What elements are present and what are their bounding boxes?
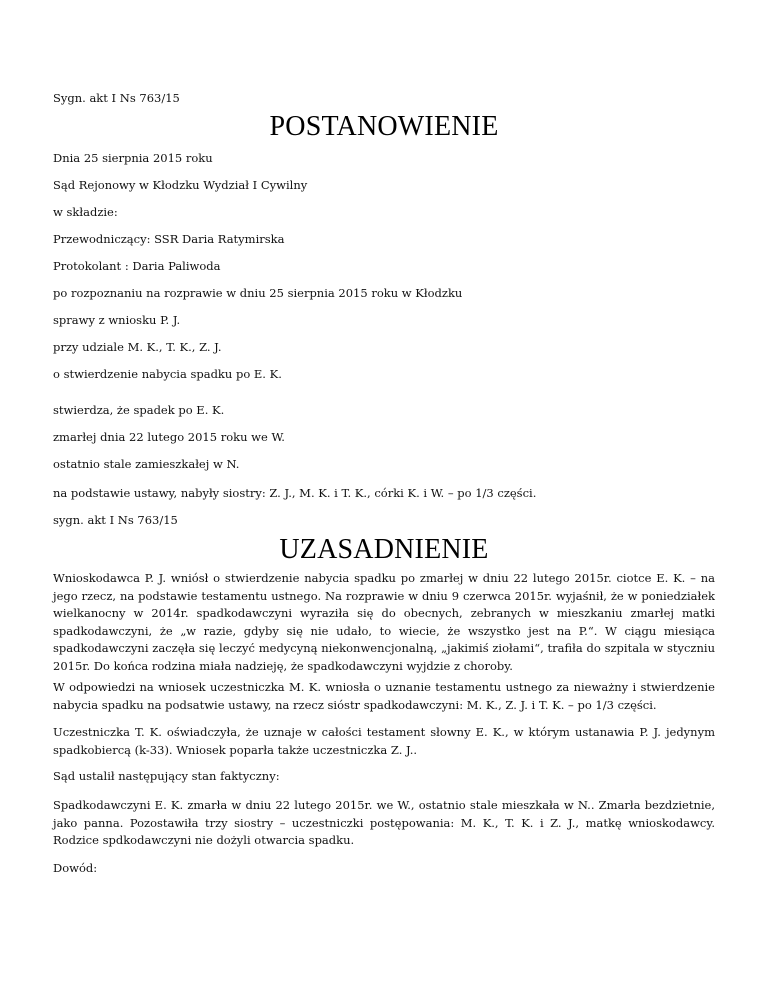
case-from-line: sprawy z wniosku P. J. bbox=[53, 313, 181, 327]
justification-paragraph: Uczestniczka T. K. oświadczyła, że uznaje w całości testament słowny E. K., w którym ustanawia P. J. jedynym spadkobiercą (k-33). Wniosek poparła także uczestniczka Z. J.. bbox=[53, 725, 715, 757]
evidence-label: Dowód: bbox=[53, 861, 98, 875]
justification-title: UZASADNIENIE bbox=[279, 534, 489, 565]
subject-line: o stwierdzenie nabycia spadku po E. K. bbox=[53, 367, 282, 381]
justification-paragraph: Spadkodawczyni E. K. zmarła w dniu 22 lutego 2015r. we W., ostatnio stale mieszkała w N.. Zmarła bezdzietnie, jako panna. Pozostawiła trzy siostry – uczestniczki postępowania: M. K., T. K. i Z. J., matkę wnioskodawcy. Rodzice spdkodawczyni nie dożyli otwarcia spadku. bbox=[53, 798, 715, 847]
participants-line: przy udziale M. K., T. K., Z. J. bbox=[53, 340, 222, 354]
justification-paragraph: W odpowiedzi na wniosek uczestniczka M. K. wniosła o uznanie testamentu ustnego za nieważny i stwierdzenie nabycia spadku na podsatwie ustawy, na rzecz sióstr spadkodawczyni: M. K., Z. J. i T. K. – po 1/3 części. bbox=[53, 680, 715, 712]
residence-line: ostatnio stale zamieszkałej w N. bbox=[53, 457, 240, 471]
chair-line: Przewodniczący: SSR Daria Ratymirska bbox=[53, 232, 285, 246]
court-name: Sąd Rejonowy w Kłodzku Wydział I Cywilny bbox=[53, 178, 308, 192]
case-signature-bottom: sygn. akt I Ns 763/15 bbox=[53, 513, 178, 527]
document-title: POSTANOWIENIE bbox=[269, 111, 499, 142]
composition-label: w składzie: bbox=[53, 205, 118, 219]
justification-paragraph: Wnioskodawca P. J. wniósł o stwierdzenie nabycia spadku po zmarłej w dniu 22 lutego 2015r. ciotce E. K. – na jego rzecz, na podstawie testamentu ustnego. Na rozprawie w dniu 9 czerwca 2015r. wyjaśnił, że w poniedziałek wielkanocny w 2014r. spadkodawczyni wyraziła się do obecnych, zebranych w mieszkaniu zmarłej matki spadkodawczyni, że „w razie, gdyby się nie udało, to wiecie, że wszystko jest na P.“. W ciągu miesiąca spadkodawczyni zaczęła się leczyć medycyną niekonwencjonalną, „jakimiś ziołami“, trafiła do szpitala w styczniu 2015r. Do końca rodzina miała nadzieję, że spadkodawczyni wyjdzie z choroby. bbox=[53, 571, 715, 673]
justification-paragraph: Sąd ustalił następujący stan faktyczny: bbox=[53, 769, 280, 783]
ruling-line: na podstawie ustawy, nabyły siostry: Z. J., M. K. i T. K., córki K. i W. – po 1/3 części. bbox=[53, 486, 537, 500]
case-signature-top: Sygn. akt I Ns 763/15 bbox=[53, 91, 180, 105]
ruling-intro-line: stwierdza, że spadek po E. K. bbox=[53, 403, 225, 417]
clerk-line: Protokolant : Daria Paliwoda bbox=[53, 259, 221, 273]
deceased-date-line: zmarłej dnia 22 lutego 2015 roku we W. bbox=[53, 430, 285, 444]
hearing-line: po rozpoznaniu na rozprawie w dniu 25 sierpnia 2015 roku w Kłodzku bbox=[53, 286, 463, 300]
date-line: Dnia 25 sierpnia 2015 roku bbox=[53, 151, 213, 165]
